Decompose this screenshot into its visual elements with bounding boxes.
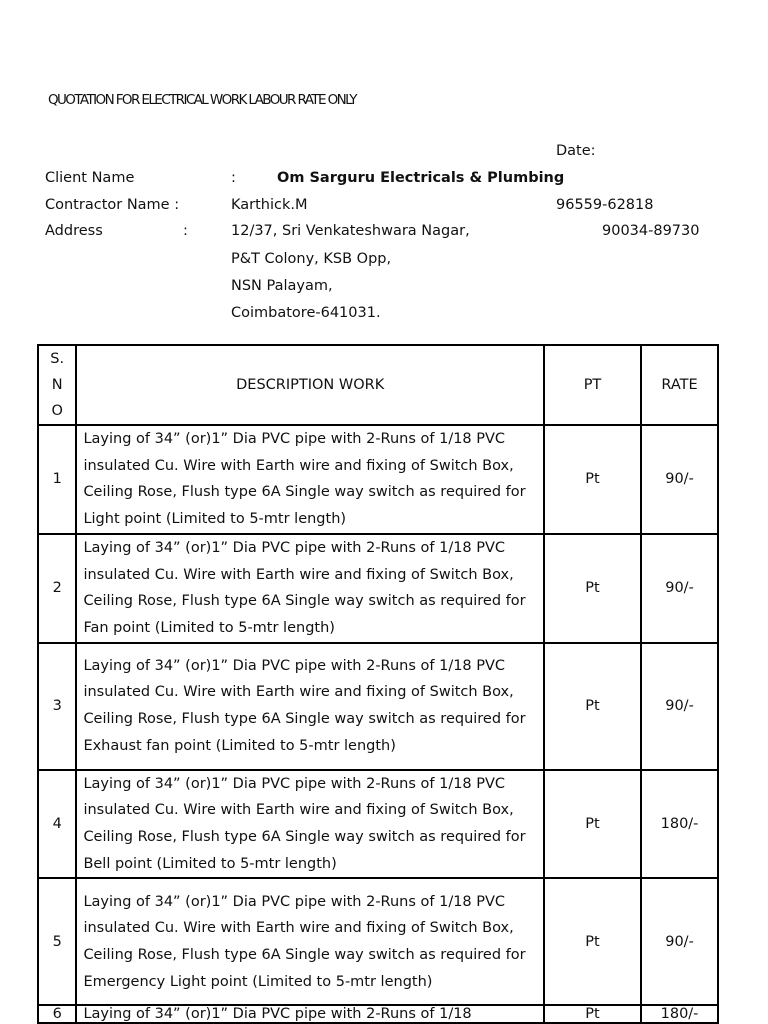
row-rate: 90/- xyxy=(641,878,718,1005)
client-name-label: Client Name xyxy=(45,170,135,186)
header-sno-line: N xyxy=(51,377,63,393)
client-name-separator: : xyxy=(231,170,236,186)
row-sno: 3 xyxy=(38,643,76,770)
row-sno: 4 xyxy=(38,770,76,879)
table-row xyxy=(38,643,718,770)
header-pt: PT xyxy=(544,345,641,425)
address-line-4: Coimbatore-641031. xyxy=(231,305,381,321)
row-sno: 5 xyxy=(38,878,76,1005)
quotation-table xyxy=(37,344,719,1024)
address-label: Address xyxy=(45,223,103,239)
row-rate: 90/- xyxy=(641,643,718,770)
phone-number-secondary: 90034-89730 xyxy=(602,223,700,239)
header-sno xyxy=(38,345,76,425)
row-pt: Pt xyxy=(544,425,641,534)
row-sno: 2 xyxy=(38,534,76,643)
table-row xyxy=(38,534,718,643)
row-sno: 1 xyxy=(38,425,76,534)
row-description: Laying of 34” (or)1” Dia PVC pipe with 2-Runs of 1/18 PVC insulated Cu. Wire with Earth wire and fixing of Switch Box, Ceiling Rose, Flush type 6A Single way switch as required for Emergency Light point (Limited to 5-mtr length) xyxy=(76,878,543,1005)
contractor-name-value: Karthick.M xyxy=(231,197,308,213)
row-rate: 90/- xyxy=(641,534,718,643)
header-rate: RATE xyxy=(641,345,718,425)
row-pt: Pt xyxy=(544,534,641,643)
table-row xyxy=(38,878,718,1005)
address-line-1: 12/37, Sri Venkateshwara Nagar, xyxy=(231,223,470,239)
date-label: Date: xyxy=(556,143,596,159)
row-description: Laying of 34” (or)1” Dia PVC pipe with 2-Runs of 1/18 PVC insulated Cu. Wire with Earth wire and fixing of Switch Box, Ceiling Rose, Flush type 6A Single way switch as required for Light point (Limited to 5-mtr length) xyxy=(76,425,543,534)
row-rate: 180/- xyxy=(641,1005,718,1023)
row-description: Laying of 34” (or)1” Dia PVC pipe with 2-Runs of 1/18 PVC insulated Cu. Wire with Earth wire and fixing of Switch Box, Ceiling Rose, Flush type 6A Single way switch as required for Exhaust fan point (Limited to 5-mtr length) xyxy=(76,643,543,770)
header-sno-line: S. xyxy=(50,351,65,367)
address-separator: : xyxy=(183,223,188,239)
row-pt: Pt xyxy=(544,1005,641,1023)
row-description: Laying of 34” (or)1” Dia PVC pipe with 2-Runs of 1/18 PVC insulated Cu. Wire with Earth wire and fixing of Switch Box, Ceiling Rose, Flush type 6A Single way switch as required for Fan point (Limited to 5-mtr length) xyxy=(76,534,543,643)
row-pt: Pt xyxy=(544,770,641,879)
table-row xyxy=(38,425,718,534)
table-header-row xyxy=(38,345,718,425)
row-description: Laying of 34” (or)1” Dia PVC pipe with 2-Runs of 1/18 PVC insulated Cu. Wire with Earth wire and fixing of Switch Box, Ceiling Rose, Flush type 6A Single way switch as required for Bell point (Limited to 5-mtr length) xyxy=(76,770,543,879)
header-description: DESCRIPTION WORK xyxy=(76,345,543,425)
contractor-name-label: Contractor Name : xyxy=(45,197,180,213)
table-row xyxy=(38,1005,718,1023)
phone-number-primary: 96559-62818 xyxy=(556,197,654,213)
row-pt: Pt xyxy=(544,878,641,1005)
client-name-value: Om Sarguru Electricals & Plumbing xyxy=(277,170,565,186)
row-description: Laying of 34” (or)1” Dia PVC pipe with 2-Runs of 1/18 xyxy=(76,1005,543,1023)
address-line-3: NSN Palayam, xyxy=(231,278,333,294)
address-line-2: P&T Colony, KSB Opp, xyxy=(231,251,392,267)
table-row xyxy=(38,770,718,879)
row-pt: Pt xyxy=(544,643,641,770)
header-sno-line: O xyxy=(51,403,63,419)
document-title: QUOTATION FOR ELECTRICAL WORK LABOUR RATE ONLY xyxy=(48,92,356,108)
row-rate: 180/- xyxy=(641,770,718,879)
row-rate: 90/- xyxy=(641,425,718,534)
row-sno: 6 xyxy=(38,1005,76,1023)
